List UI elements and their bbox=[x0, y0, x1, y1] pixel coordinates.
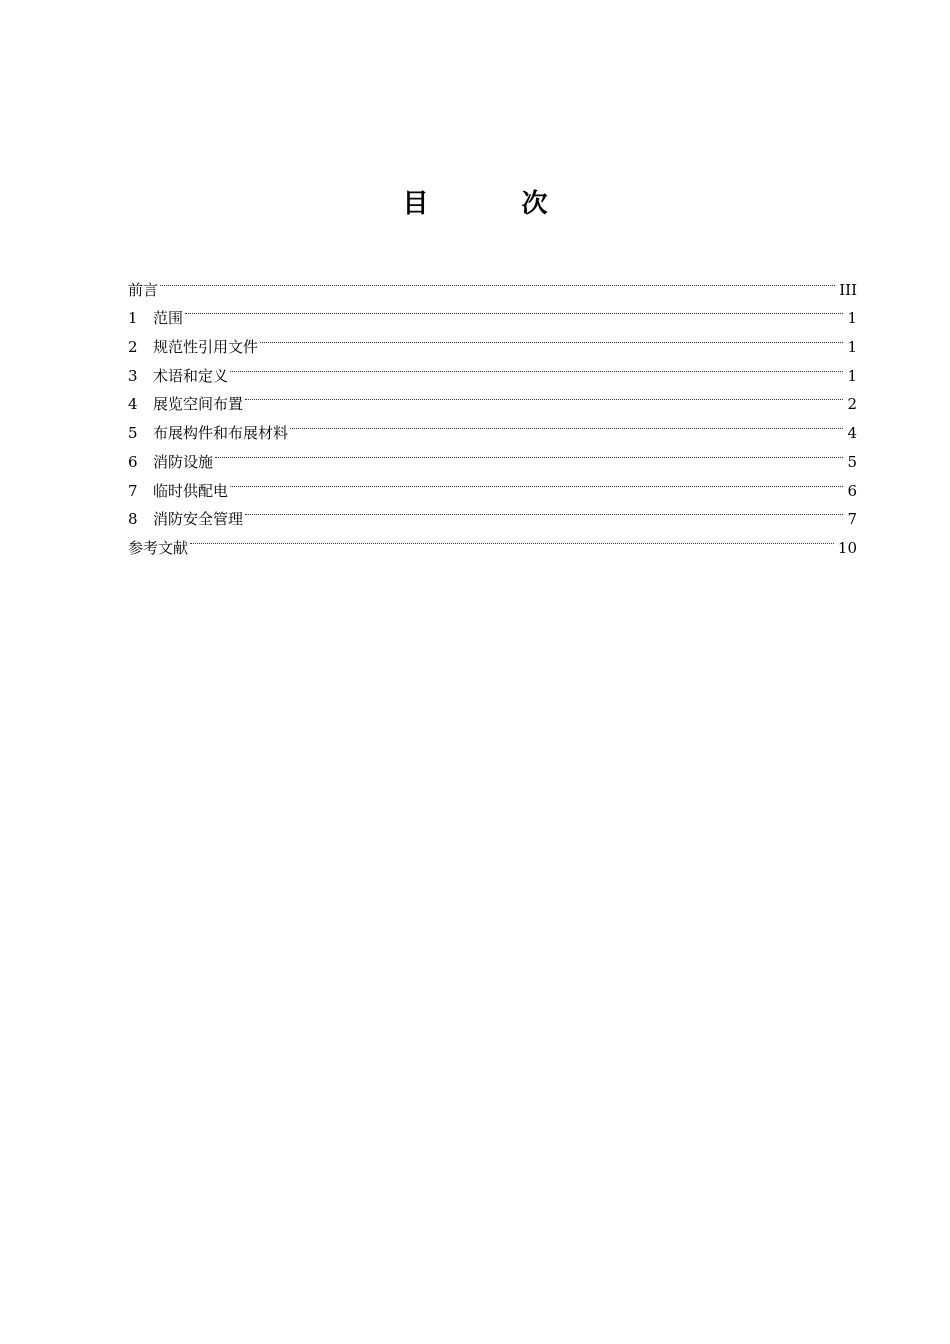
toc-entry-label: 消防设施 bbox=[153, 452, 214, 471]
toc-entry-page: 1 bbox=[847, 338, 857, 357]
toc-entry-page: 6 bbox=[847, 481, 857, 500]
toc-dot-leader bbox=[230, 467, 843, 496]
toc-entry-6[interactable] bbox=[128, 438, 857, 471]
toc-entry-7[interactable] bbox=[128, 467, 857, 500]
toc-entry-number: 1 bbox=[128, 309, 138, 328]
toc-entry-8[interactable] bbox=[128, 496, 857, 529]
toc-dot-leader bbox=[215, 438, 843, 467]
toc-entry-page: 1 bbox=[847, 366, 857, 385]
toc-dot-leader bbox=[230, 352, 843, 381]
toc-entry-page: 10 bbox=[837, 538, 857, 557]
toc-entry-label: 消防安全管理 bbox=[153, 510, 244, 529]
toc-dot-leader bbox=[290, 409, 843, 438]
toc-entry-number: 7 bbox=[128, 481, 138, 500]
toc-entry-page: 1 bbox=[847, 309, 857, 328]
toc-dot-leader bbox=[245, 496, 843, 525]
toc-dot-leader bbox=[185, 295, 843, 324]
toc-dot-leader bbox=[190, 524, 834, 553]
toc-dot-leader bbox=[245, 381, 843, 410]
toc-entry-number: 2 bbox=[128, 338, 138, 357]
toc-entry-3[interactable] bbox=[128, 352, 857, 385]
toc-entry-page: III bbox=[839, 280, 857, 299]
toc-entry-foreword[interactable] bbox=[128, 266, 857, 299]
toc-entry-label: 范围 bbox=[153, 309, 184, 328]
toc-entry-label: 规范性引用文件 bbox=[153, 338, 259, 357]
toc-entry-number: 4 bbox=[128, 395, 138, 414]
page-title: 目 次 bbox=[402, 189, 590, 219]
toc-entry-number: 5 bbox=[128, 424, 138, 443]
toc-entry-label: 临时供配电 bbox=[153, 481, 229, 500]
toc-dot-leader bbox=[160, 266, 835, 295]
toc-entry-label: 布展构件和布展材料 bbox=[153, 424, 289, 443]
toc-entry-number: 3 bbox=[128, 366, 138, 385]
toc-entry-page: 7 bbox=[847, 510, 857, 529]
toc-entry-number: 6 bbox=[128, 452, 138, 471]
toc-entry-number: 8 bbox=[128, 510, 138, 529]
toc-entry-1[interactable] bbox=[128, 295, 857, 328]
toc-entry-label: 参考文献 bbox=[128, 538, 189, 557]
toc-entry-page: 5 bbox=[847, 452, 857, 471]
toc-entry-label: 前言 bbox=[128, 280, 159, 299]
toc-entry-label: 术语和定义 bbox=[153, 366, 229, 385]
toc-entry-2[interactable] bbox=[128, 323, 857, 357]
toc-entry-4[interactable] bbox=[128, 381, 857, 414]
toc-entry-page: 4 bbox=[847, 424, 857, 443]
table-of-contents bbox=[128, 266, 857, 557]
toc-dot-leader bbox=[260, 323, 843, 352]
toc-entry-label: 展览空间布置 bbox=[153, 395, 244, 414]
toc-entry-bibliography[interactable] bbox=[128, 524, 857, 557]
toc-entry-page: 2 bbox=[847, 395, 857, 414]
